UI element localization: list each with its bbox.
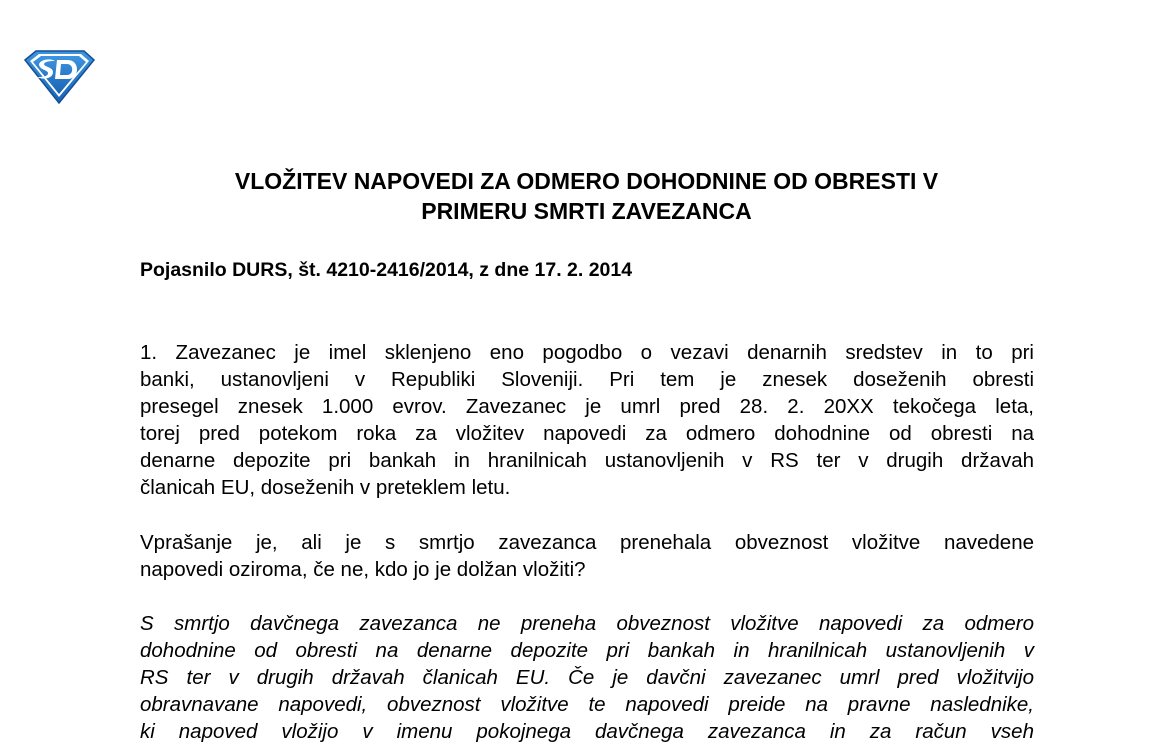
- paragraph-question: [140, 529, 1034, 583]
- paragraph-line: torej pred potekom roka za vložitev napovedi za odmero dohodnine od obresti na: [140, 422, 1034, 445]
- paragraph-line: napovedi oziroma, če ne, kdo jo je dolžan vložiti?: [140, 558, 586, 581]
- title-line: VLOŽITEV NAPOVEDI ZA ODMERO DOHODNINE OD OBRESTI V: [234, 168, 939, 194]
- paragraph-line: denarne depozite pri bankah in hranilnicah ustanovljenih v RS ter v drugih državah: [140, 449, 1034, 472]
- paragraph-line: S smrtjo davčnega zavezanca ne preneha obveznost vložitve napovedi za odmero: [140, 612, 1034, 635]
- paragraph-line: obravnavane napovedi, obveznost vložitve te napovedi preide na pravne naslednike,: [140, 693, 1034, 716]
- paragraph-line: 1. Zavezanec je imel sklenjeno eno pogodbo o vezavi denarnih sredstev in to pri: [140, 341, 1034, 364]
- paragraph-answer: [140, 610, 1034, 745]
- sd-shield-logo-icon: [22, 50, 96, 104]
- paragraph-line: banki, ustanovljeni v Republiki Sloveniji. Pri tem je znesek doseženih obresti: [140, 368, 1034, 391]
- paragraph-line: RS ter v drugih državah članicah EU. Če je davčni zavezanec umrl pred vložitvijo: [140, 666, 1034, 689]
- paragraph-question-context: [140, 339, 1034, 501]
- paragraph-line: ki napoved vložijo v imenu pokojnega davčnega zavezanca in za račun vseh: [140, 720, 1034, 743]
- paragraph-line: presegel znesek 1.000 evrov. Zavezanec je umrl pred 28. 2. 20XX tekočega leta,: [140, 395, 1034, 418]
- document-subtitle: Pojasnilo DURS, št. 4210-2416/2014, z dne 17. 2. 2014: [140, 259, 633, 281]
- paragraph-line: članicah EU, doseženih v preteklem letu.: [140, 476, 511, 499]
- title-line: PRIMERU SMRTI ZAVEZANCA: [421, 198, 752, 224]
- document-title: [100, 166, 1073, 226]
- paragraph-line: Vprašanje je, ali je s smrtjo zavezanca prenehala obveznost vložitve navedene: [140, 531, 1034, 554]
- paragraph-line: dohodnine od obresti na denarne depozite pri bankah in hranilnicah ustanovljenih v: [140, 639, 1034, 662]
